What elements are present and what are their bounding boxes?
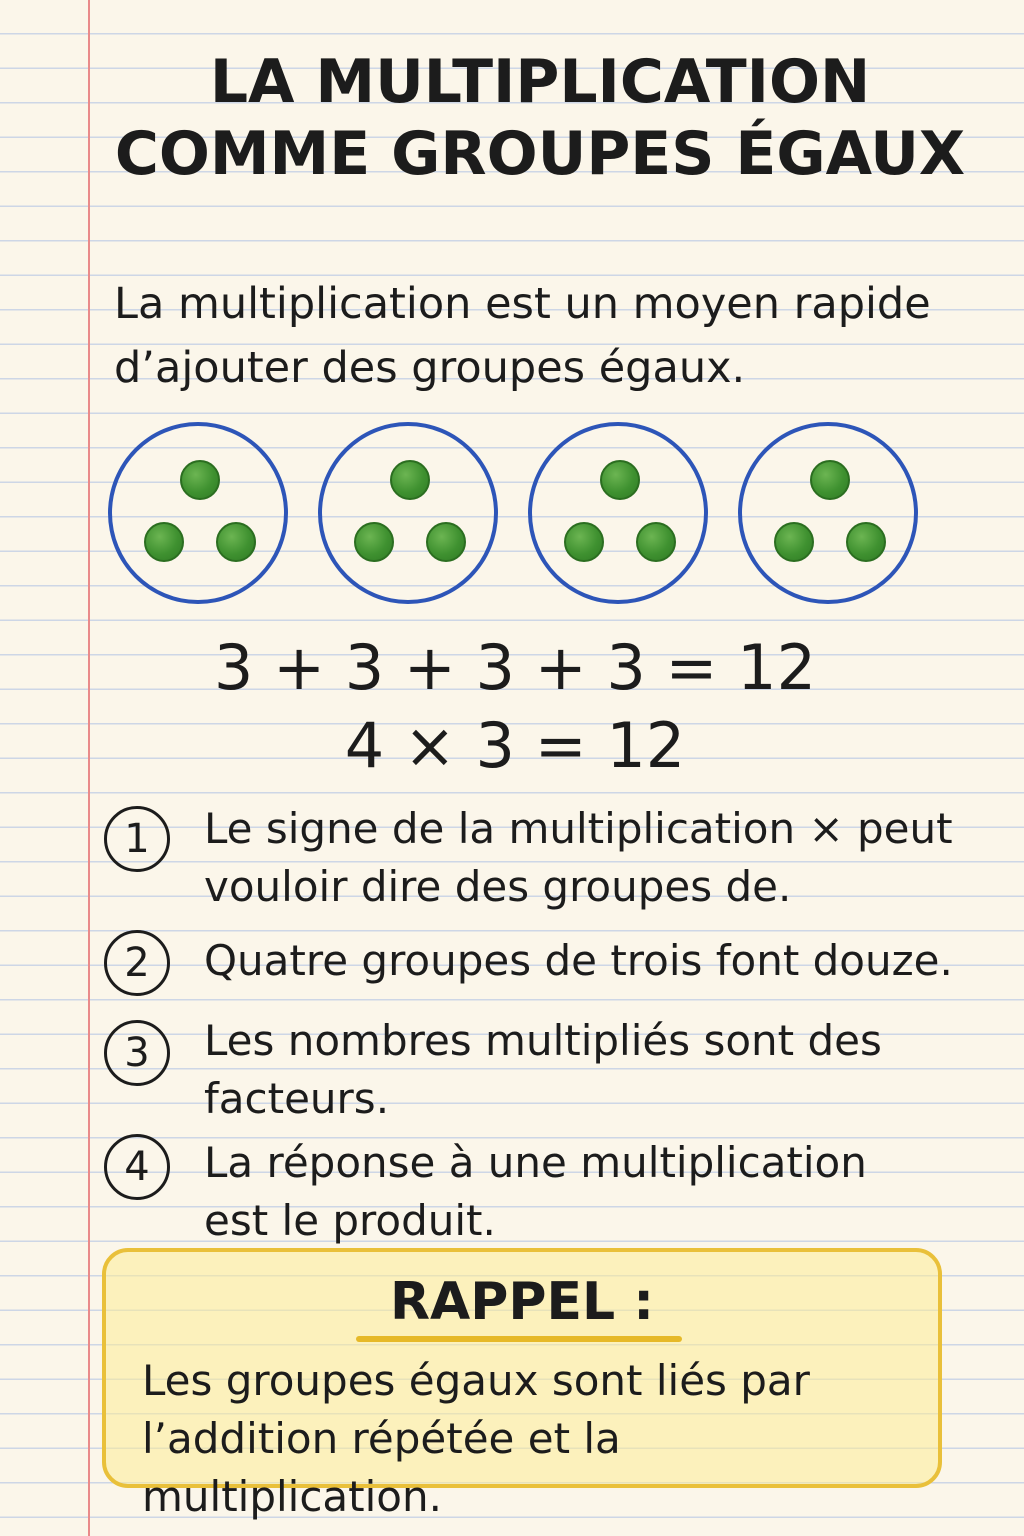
group-circle xyxy=(318,422,498,604)
reminder-line-2: l’addition répétée et la multiplication. xyxy=(142,1414,621,1521)
fact-line: Quatre groupes de trois font douze. xyxy=(204,936,953,985)
group-circle xyxy=(738,422,918,604)
reminder-callout xyxy=(102,1248,942,1521)
counter-dot xyxy=(810,460,850,500)
title-line-2: COMME GROUPES ÉGAUX xyxy=(114,119,966,189)
fact-text xyxy=(204,1012,984,1128)
reminder-title: RAPPEL : xyxy=(389,1272,655,1332)
intro-line-1: La multiplication est un moyen rapide xyxy=(114,279,931,329)
counter-dot xyxy=(426,522,466,562)
counter-dot xyxy=(600,460,640,500)
number-badge: 4 xyxy=(104,1134,170,1200)
fact-text xyxy=(204,1134,984,1250)
equal-groups-illustration xyxy=(108,422,918,612)
counter-dot xyxy=(390,460,430,500)
fact-text xyxy=(204,800,984,916)
fact-line: La réponse à une multiplication xyxy=(204,1138,867,1187)
reminder-underline xyxy=(356,1336,682,1342)
counter-dot xyxy=(144,522,184,562)
counter-dot xyxy=(180,460,220,500)
addition-equation: 3 + 3 + 3 + 3 = 12 xyxy=(213,631,817,704)
multiplication-equation: 4 × 3 = 12 xyxy=(344,709,686,782)
fact-line: facteurs. xyxy=(204,1074,390,1123)
fact-text xyxy=(204,932,984,990)
notebook-margin-line xyxy=(88,0,90,1536)
group-circle xyxy=(528,422,708,604)
counter-dot xyxy=(564,522,604,562)
counter-dot xyxy=(774,522,814,562)
counter-dot xyxy=(846,522,886,562)
intro-text xyxy=(114,272,994,400)
fact-line: Les nombres multipliés sont des xyxy=(204,1016,882,1065)
title-line-1: LA MULTIPLICATION xyxy=(209,47,871,117)
reminder-text xyxy=(142,1352,932,1526)
group-circle xyxy=(108,422,288,604)
counter-dot xyxy=(216,522,256,562)
counter-dot xyxy=(354,522,394,562)
number-badge: 1 xyxy=(104,806,170,872)
number-badge: 2 xyxy=(104,930,170,996)
reminder-line-1: Les groupes égaux sont liés par xyxy=(142,1356,810,1405)
fact-line: est le produit. xyxy=(204,1196,496,1245)
page-title xyxy=(100,46,980,190)
number-badge: 3 xyxy=(104,1020,170,1086)
fact-line: Le signe de la multiplication × peut xyxy=(204,804,953,853)
intro-line-2: d’ajouter des groupes égaux. xyxy=(114,343,746,393)
fact-line: vouloir dire des groupes de. xyxy=(204,862,792,911)
counter-dot xyxy=(636,522,676,562)
